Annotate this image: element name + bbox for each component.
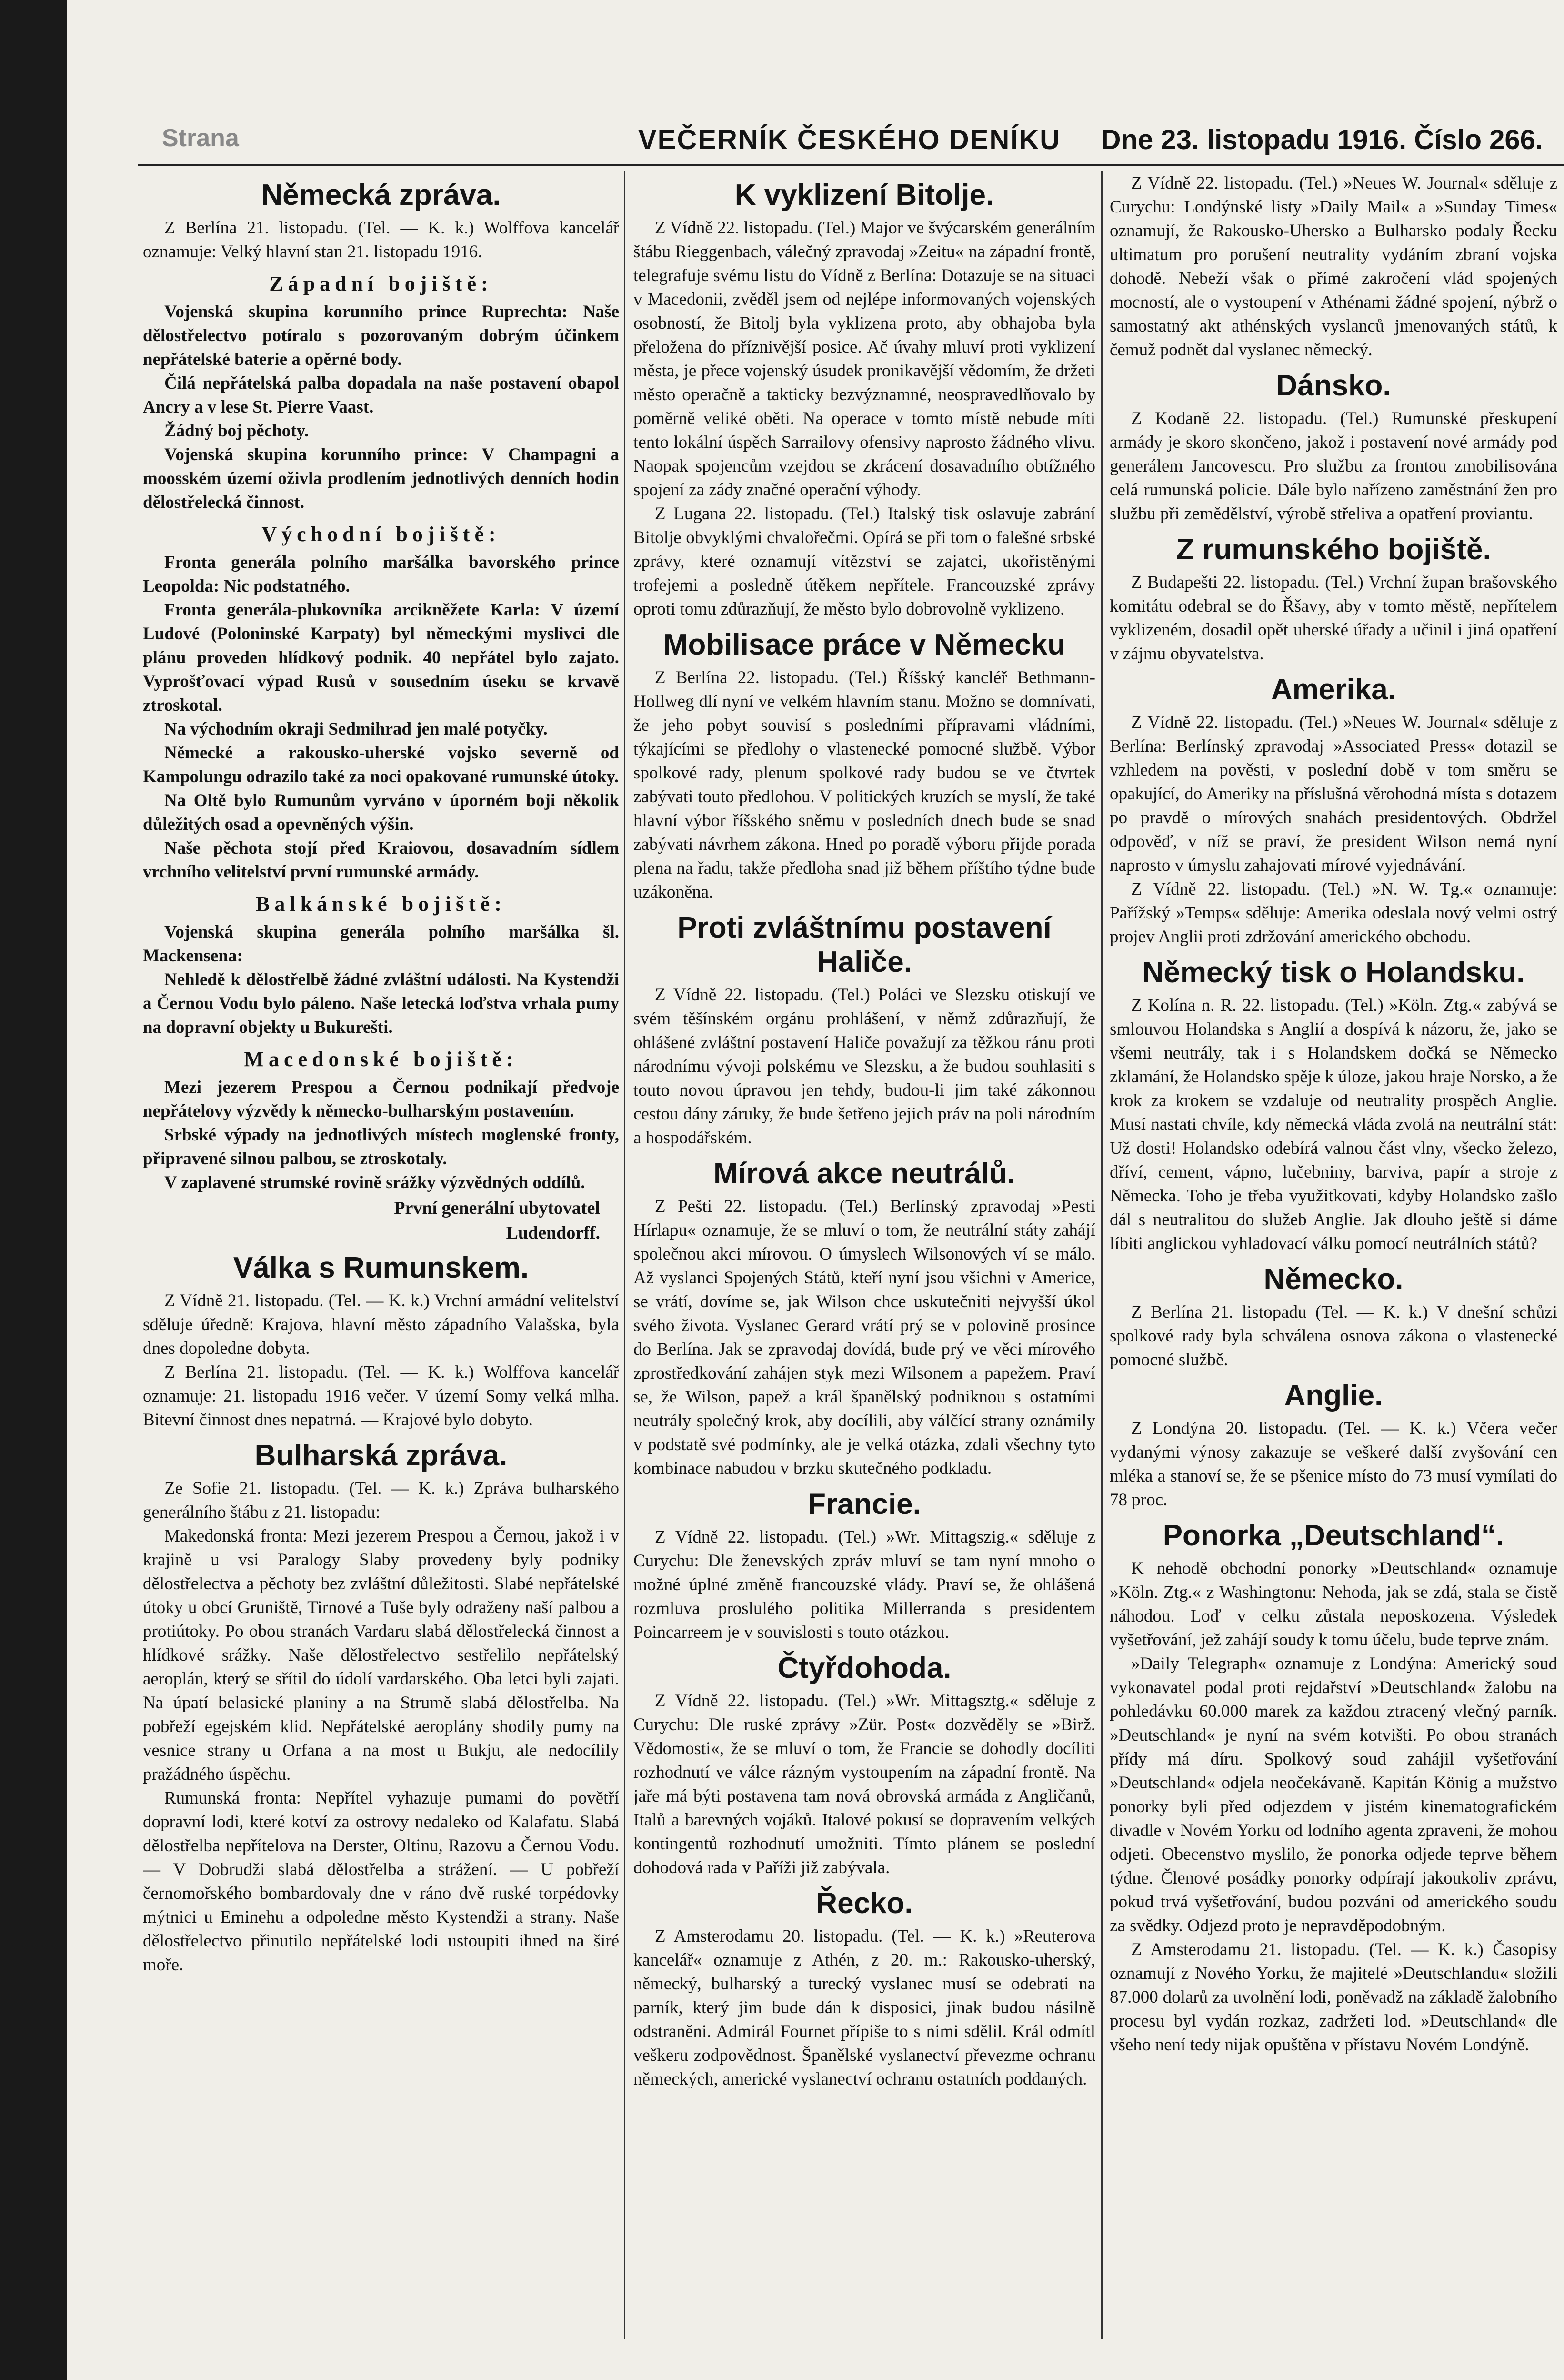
date-issue: Dne 23. listopadu 1916. Číslo 266. bbox=[1101, 124, 1543, 155]
masthead bbox=[162, 114, 1543, 157]
paragraph: V zaplavené strumské rovině srážky výzvědných oddílů. bbox=[164, 1173, 585, 1192]
paragraph: Srbské výpady na jednotlivých místech moglenské fronty, připravené silnou palbou, se ztroskotaly. bbox=[143, 1125, 619, 1169]
column-divider bbox=[624, 171, 625, 2339]
paragraph: Na Oltě bylo Rumunům vyrváno v úporném boji několik důležitých osad a opevněných výšin. bbox=[143, 791, 619, 834]
paragraph: Fronta generála-plukovníka arcikněžete Karla: V území Ludové (Poloninské Karpaty) byl německými myslivci dle plánu proveden hlídkový podnik. 40 nepřátel bylo zajato. Vyprošťovací výpad Rusů v sousedním úseku se krvavě ztroskotal. bbox=[143, 600, 619, 715]
subheading-west-front: Západní bojiště: bbox=[269, 272, 493, 295]
paragraph: K nehodě obchodní ponorky »Deutschland« oznamuje »Köln. Ztg.« z Washingtonu: Nehoda, jak se zdá, stala se čistě náhodou. Loď v celku zůstala neposkozena. Výsledek vyšetřování, jež zahájí soudy k tomu účelu, bude teprve znám. bbox=[1110, 1559, 1557, 1650]
headline-denmark: Dánsko. bbox=[1276, 369, 1391, 402]
paragraph: Vojenská skupina korunního prince: V Champagni a moosském území oživla prodlením jednotlivých denních hodin dělostřelecká činnost. bbox=[143, 445, 619, 512]
paragraph: Z Berlína 21. listopadu. (Tel. — K. k.) Wolffova kancelář oznamuje: 21. listopadu 1916 večer. V území Somy velká mlha. Bitevní činnost dnes nepatrná. — Krajové bylo dobyto. bbox=[143, 1362, 619, 1430]
headline-dutch-press: Německý tisk o Holandsku. bbox=[1142, 956, 1525, 989]
column-middle bbox=[633, 171, 1095, 2358]
paragraph: Z Vídně 22. listopadu. (Tel.) Major ve švýcarském generálním štábu Rieggenbach, válečný zpravodaj »Zeitu« na západní frontě, telegrafuje svému listu do Vídně z Berlína: Dotazuje se na situaci v Macedonii, zvěděl jsem od nejlépe informovaných vojenských osobností, že Bitolj byla vyklizena proto, aby obhajoba byla přeložena do příznivější posice. Ač úvahy mluví proti vyklizení města, je přece vojenský úsudek pronikavější vědomím, že držeti město operačně a takticky bezvýznamné, neospravedlňovalo by poměrně veliké oběti. Na operace v tomto místě nebude míti tento lokální úspěch Sarrailovy ofensivy naprosto žádného vlivu. Naopak spojencům vzejdou se zkrácení dosavadního obtížného spojení za zády značné operační výhody. bbox=[633, 218, 1095, 500]
headline-peace-action: Mírová akce neutrálů. bbox=[713, 1157, 1016, 1190]
paragraph: Z Amsterodamu 21. listopadu. (Tel. — K. k.) Časopisy oznamují z Nového Yorku, že majitelé »Deutschlandu« složili 87.000 dolarů za uvolnění lodi, poněvadž na základě žalobního procesu byl vydán rozkaz, zadržeti lod. »Deutschland« dle všeho není tedy nijak opuštěna v přístavu Novém Londýně. bbox=[1110, 1940, 1557, 2055]
column-right bbox=[1110, 171, 1557, 2358]
paragraph: Fronta generála polního maršálka bavorského prince Leopolda: Nic podstatného. bbox=[143, 553, 619, 596]
paragraph: Z Vídně 22. listopadu. (Tel.) Poláci ve Slezsku otiskují ve svém těšínském orgánu prohlášení, v němž zdůrazňují, že ohlášené zvláštní postavení Haliče považují za těžkou ránu proti národnímu vývoji polskému ve Slezsku, a že budou souhlasiti s touto novou úpravou jen tehdy, budou-li jim také zákonnou cestou dány záruky, že bude šetřeno jejich práv na poli národním a hospodářském. bbox=[633, 985, 1095, 1148]
headline-bulgarian-report: Bulharská zpráva. bbox=[254, 1439, 508, 1472]
paragraph: Německé a rakousko-uherské vojsko severně od Kampolungu odrazilo také za noci opakované rumunské útoky. bbox=[143, 743, 619, 787]
paragraph: »Daily Telegraph« oznamuje z Londýna: Americký soud vykonavatel podal proti rejdařství »Deutschland« žalobu na pohledávku 60.000 marek za každou ztracený vlečný parník. »Deutschland« je nyní na svém kotvišti. Po obou stranách přídy má díru. Spolkový soud zahájil vyšetřování »Deutschland« odjela neočekávaně. Kapitán König a mužstvo ponorky byli před odjezdem v jistém kinematografickém divadle v Novém Yorku od lodního agenta zpraveni, že mohou odjeti. Obecenstvo myslilo, že ponorka odjede teprve během týdne. Členové posádky ponorky odpírají jakoukoliv zprávu, pokud trvá vyšetřování, budou pozváni od amerického soudu za svědky. Odjezd proto je nepravděpodobným. bbox=[1110, 1654, 1557, 1936]
headline-america: Amerika. bbox=[1271, 673, 1396, 706]
signature-name: Ludendorff. bbox=[506, 1223, 600, 1243]
header-rule bbox=[138, 164, 1564, 166]
paragraph: Žádný boj pěchoty. bbox=[164, 421, 309, 441]
paragraph: Čilá nepřátelská palba dopadala na naše postavení obapol Ancry a v lese St. Pierre Vaast. bbox=[143, 373, 619, 417]
column-divider bbox=[1101, 171, 1103, 2339]
page-label: Strana bbox=[162, 124, 239, 152]
headline-france: Francie. bbox=[808, 1488, 921, 1521]
paragraph: Z Berlína 22. listopadu. (Tel.) Říšský kancléř Bethmann-Hollweg dlí nyní ve velkém hlavním stanu. Možno se domnívati, že jeho pobyt souvisí s posledními přípravami vládními, týkajícími se předlohy o vlastenecké pomocné službě. Výbor spolkové rady, plenum spolkové rady budou se ve čtvrtek zabývati touto předlohou. V politických kruzích se myslí, že také hlavní výbor říšského sněmu v posledních dnech bude se snad zabývati návrhem zákona. Hned po poradě výboru přijde porada plena na řadu, takže předloha snad již během příštího týdne bude uzákoněna. bbox=[633, 668, 1095, 902]
signature-title: První generální ubytovatel bbox=[394, 1198, 600, 1218]
paragraph: Z Pešti 22. listopadu. (Tel.) Berlínský zpravodaj »Pesti Hírlapu« oznamuje, že se mluví o tom, že neutrální státy zahájí společnou akci mírovou. O úmyslech Wilsonových ví se málo. Až vyslanci Spojených Států, kteří nyní jsou všichni v Americe, se vrátí, dovíme se, jak Wilson chce uskutečniti nejvyšší úkol svého života. Vyslanec Gerard vrátí prý se v polovině prosince do Berlína. Jak se zpravodaj dovídá, bude prý ve věci mírového zprostředkování zahájen styk mezi Wilsonem a papežem. Praví se, že Wilson, papež a král španělský podniknou s ostatními neutrály společný krok, aby docílili, aby válčící strany oznámily v podstatě své podmínky, ale je velká otázka, zdali všechny tyto kombinace nabudou v brzku skutečného podkladu. bbox=[633, 1197, 1095, 1478]
paragraph: Z Lugana 22. listopadu. (Tel.) Italský tisk oslavuje zabrání Bitolje obvyklými chvalořečmi. Opírá se při tom o falešné srbské zprávy, které oznamují vítězství se zajatci, ukořistěnými trofejemi a posledně útěkem nepřítele. Francouzské zprávy oproti tomu zdůrazňují, že město bylo dobrovolně vyklizeno. bbox=[633, 504, 1095, 619]
headline-entente: Čtyřdohoda. bbox=[777, 1652, 952, 1684]
paragraph: Ze Sofie 21. listopadu. (Tel. — K. k.) Zpráva bulharského generálního štábu z 21. listopadu: bbox=[143, 1479, 619, 1522]
column-left bbox=[143, 171, 619, 2358]
headline-submarine: Ponorka „Deutschland“. bbox=[1163, 1519, 1504, 1552]
paragraph: Z Berlína 21. listopadu (Tel. — K. k.) V dnešní schůzi spolkové rady byla schválena osnova zákona o vlastenecké pomocné službě. bbox=[1110, 1302, 1557, 1370]
paragraph: Nehledě k dělostřelbě žádné zvláštní události. Na Kystendži a Černou Vodu bylo páleno. Naše letecká loďstva vrhala pumy na dopravní objekty u Bukurešti. bbox=[143, 970, 619, 1037]
paragraph: Rumunská fronta: Nepřítel vyhazuje pumami do povětří dopravní lodi, které kotví za ostrovy nedaleko od Kalafatu. Slabá dělostřelba nepřítelova na Derster, Oltinu, Razovu a Černou Vodu. — V Dobrudži slabá dělostřelba a strážení. — U pobřeží černomořského bombardovaly dne v ráno dvě ruské torpédovky mýtnici u Eminehu a odpoledne město Kystendži a strany. Naše dělostřelectvo přinutilo nepřátelské lodi ustoupiti ihned na širé moře. bbox=[143, 1788, 619, 1975]
headline-galicia: Proti zvláštnímu postavení Haliče. bbox=[677, 911, 1052, 978]
headline-greece: Řecko. bbox=[816, 1887, 913, 1920]
paragraph: Makedonská fronta: Mezi jezerem Prespou a Černou, jakož i v krajině u vsi Paralogy Slaby provedeny byly podniky dělostřelectva a pěchoty bez zvláštní důležitosti. Slabé nepřátelské útoky u obcí Gruniště, Tirnové a Tuše byly odraženy naší palbou a protiútoky. Po obou stranách Vardaru slabá dělostřelecká činnost a hlídkové srážky. Naše dělostřelectvo sestřelilo nepřátelský aeroplán, který se sřítil do údolí vardarského. Oba letci byli zajati. Na úpatí belasické planiny a na Strumě slabá dělostřelba. Na pobřeží egejském klid. Nepřátelské aeroplány shodily pumy na vesnice strany u Orfana a na most u Bukju, ale nedocílily pražádného úspěchu. bbox=[143, 1526, 619, 1784]
headline-mobilisation: Mobilisace práce v Německu bbox=[663, 628, 1066, 661]
newspaper-title: VEČERNÍK ČESKÉHO DENÍKU bbox=[638, 124, 1061, 155]
paragraph: Z Berlína 21. listopadu. (Tel. — K. k.) Wolffova kancelář oznamuje: Velký hlavní stan 21. listopadu 1916. bbox=[143, 218, 619, 262]
newspaper-page bbox=[67, 0, 1564, 2380]
headline-bitolj: K vyklizení Bitolje. bbox=[734, 179, 994, 212]
headline-war-romania: Válka s Rumunskem. bbox=[233, 1251, 529, 1284]
paragraph: Z Vídně 22. listopadu. (Tel.) »N. W. Tg.« oznamuje: Pařížský »Temps« sděluje: Amerika odeslala nový velmi ostrý projev Anglii proti zdržování amerického obchodu. bbox=[1110, 879, 1557, 947]
paragraph: Z Kodaně 22. listopadu. (Tel.) Rumunské přeskupení armády je skoro skončeno, jakož i postavení nové armády pod generálem Jancovescu. Pro službu za frontou zmobilisována celá rumunská policie. Dále bylo nařízeno zaměstnání žen pro službu při zemědělství, výrobě střeliva a opatření proviantu. bbox=[1110, 409, 1557, 524]
headline-german-report: Německá zpráva. bbox=[261, 179, 501, 212]
paragraph: Na východním okraji Sedmihrad jen malé potyčky. bbox=[164, 719, 548, 739]
paragraph: Z Vídně 22. listopadu. (Tel.) »Wr. Mittagsztg.« sděluje z Curychu: Dle ruské zprávy »Zür. Post« dozvěděly se »Birž. Vědomosti«, že se mluví o tom, že Francie se dohodly docíliti rozhodnutí ve válce rázným vystoupením na západní frontě. Na jaře má býti postavena tam nová obrovská armáda z Angličanů, Italů a barevných vojáků. Italové pokusí se dopravením velkých kontingentů rozhodnutí umožniti. Tímto plánem se poslední dohodová rada v Paříži již zabývala. bbox=[633, 1691, 1095, 1877]
paragraph: Naše pěchota stojí před Kraiovou, dosavadním sídlem vrchního velitelství první rumunské armády. bbox=[143, 838, 619, 882]
paragraph: Z Amsterodamu 20. listopadu. (Tel. — K. k.) »Reuterova kancelář« oznamuje z Athén, z 20. m.: Rakousko-uherský, německý, bulharský a turecký vyslanec musí se odebrati na parník, který jim bude dán k disposici, jinak budou násilně odstraněni. Admirál Fournet přípiše to s nimi sdělil. Král odmítl veškeru zodpovědnost. Španělské vyslanectví převezme ochranu německých, americké vyslanectví ochranu ostatních poddaných. bbox=[633, 1926, 1095, 2089]
subheading-east-front: Východní bojiště: bbox=[261, 523, 501, 546]
paragraph: Z Vídně 21. listopadu. (Tel. — K. k.) Vrchní armádní velitelství sděluje úředně: Krajova, hlavní město západního Valašska, byla dnes dopoledne dobyta. bbox=[143, 1291, 619, 1358]
headline-england: Anglie. bbox=[1284, 1379, 1383, 1412]
subheading-balkan-front: Balkánské bojiště: bbox=[256, 892, 506, 916]
paragraph: Z Londýna 20. listopadu. (Tel. — K. k.) Včera večer vydanými výnosy zakazuje se veškeré další zvyšování cen mléka a stanoví se, že se pšenice místo do 73 musí vymílati do 78 proc. bbox=[1110, 1419, 1557, 1510]
paragraph: Z Vídně 22. listopadu. (Tel.) »Wr. Mittagszig.« sděluje z Curychu: Dle ženevských zpráv mluví se tam nyní mnoho o možné úplné změně francouzské vlády. Praví se, že ohlášená rozmluva proslulého politika Millerranda s presidentem Poincarreem je v souvislosti s touto otázkou. bbox=[633, 1527, 1095, 1642]
paragraph: Z Budapešti 22. listopadu. (Tel.) Vrchní župan brašovského komitátu odebral se do Řšavy, aby v tomto městě, nepřítelem vyklizeném, dosadil opět uherské úřady a učinil i jiná opatření v zájmu obyvatelstva. bbox=[1110, 573, 1557, 664]
paragraph: Z Vídně 22. listopadu. (Tel.) »Neues W. Journal« sděluje z Berlína: Berlínský zpravodaj »Associated Press« dotazil se vzhledem na pověsti, v poslední době v tom směru se opakující, do Ameriky na příslušná věrohodná místa s dotazem po pravdě o mírových snahách presidentových. Obdržel odpověď, v níž se praví, že president Wilson nemá nyní naprosto v úmyslu zahajovati mírové vyjednávání. bbox=[1110, 713, 1557, 875]
paragraph: Z Kolína n. R. 22. listopadu. (Tel.) »Köln. Ztg.« zabývá se smlouvou Holandska s Anglií a dospívá k názoru, že, jako se všemi neutrály, tak i s Holandskem dočká se Německo zklamání, že Holandsko spěje k úloze, jakou hraje Norsko, a že krok za krokem se vzdaluje od neutrality prospěch Anglie. Musí nastati chvíle, kdy německá vláda zvolá na neutrální stát: Už dosti! Holandsko odebírá valnou část vlny, všecko železo, dříví, cement, vápno, lučebniny, barviva, papír a stroje z Německa. Toho je třeba využitkovati, kdyby Holandsko zašlo dál s neutralitou do služeb Anglie. Jak dlouho ještě si dáme líbiti anglickou vyhladovací válku pomocí neutrálních států? bbox=[1110, 996, 1557, 1253]
headline-romanian-front: Z rumunského bojiště. bbox=[1176, 533, 1491, 566]
paragraph: Mezi jezerem Prespou a Černou podnikají předvoje nepřátelovy výzvědy k německo-bulharským postavením. bbox=[143, 1078, 619, 1121]
paragraph: Vojenská skupina generála polního maršálka šl. Mackensena: bbox=[143, 922, 619, 966]
paragraph: Vojenská skupina korunního prince Ruprechta: Naše dělostřelectvo potíralo s pozorovaným dobrým účinkem nepřátelské baterie a opěrné body. bbox=[143, 302, 619, 369]
headline-germany: Německo. bbox=[1263, 1263, 1404, 1296]
paragraph: Z Vídně 22. listopadu. (Tel.) »Neues W. Journal« sděluje z Curychu: Londýnské listy »Daily Mail« a »Sunday Times« oznamují, že Rakousko-Uhersko a Bulharsko podaly Řecku ultimatum pro porušení neutrality vydáním zbraní vojska dohodě. Nebeží však o přímé zakročení vlád spojených mocností, ale o vystoupení v Athénami žádné spojení, nýbrž o samostatný akt athénských vyslanců jmenovaných států, k čemuž podnět dal vyslanec německý. bbox=[1110, 173, 1557, 360]
subheading-macedonian-front: Macedonské bojiště: bbox=[244, 1048, 518, 1071]
